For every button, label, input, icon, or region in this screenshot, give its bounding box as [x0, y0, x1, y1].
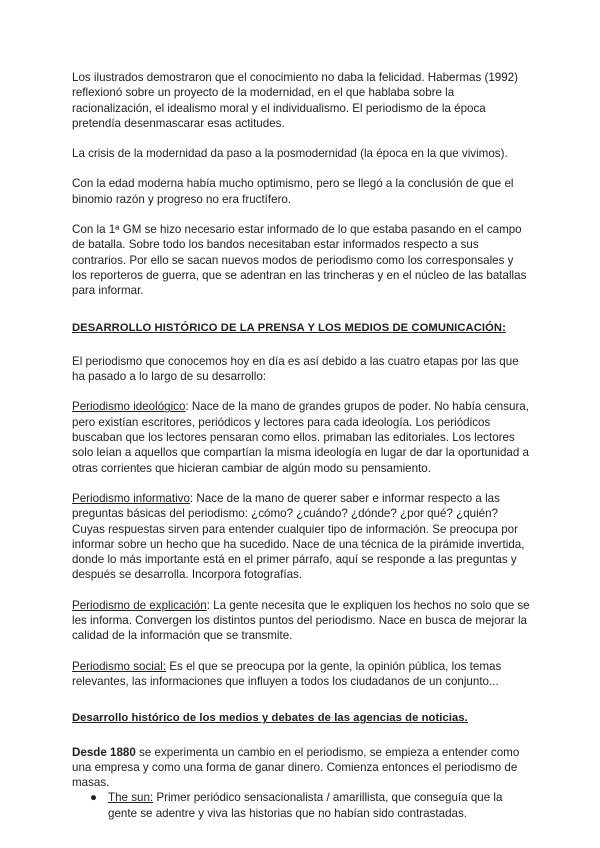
stage-term: Periodismo ideológico — [72, 400, 186, 414]
bullet-list — [72, 790, 530, 821]
bullet-term: The sun: — [108, 791, 154, 805]
stage-text: Nace de la mano de grandes grupos de poder. No había censura, pero existían escritores, periódicos y lectores para cada ideología. Los periódicos buscaban que los lectores pensaran como ellos. primaban las editoriales. Los lectores solo leían a aquellos que compartían la misma ideología en lugar de dar la oportunidad a otras corrientes que hicieran cambiar de algún modo su pensamiento. — [72, 400, 529, 475]
stage-term: Periodismo de explicación — [72, 598, 207, 612]
paragraph-desde-1880 — [72, 745, 530, 791]
list-item — [72, 790, 530, 821]
stage-text: Es el que se preocupa por la gente, la opinión pública, los temas relevantes, las informaciones que influyen a todos los ciudadanos de un conjunto... — [72, 659, 502, 688]
section-heading-prensa: DESARROLLO HISTÓRICO DE LA PRENSA Y LOS MEDIOS DE COMUNICACIÓN: — [72, 321, 506, 334]
stage-text: Nace de la mano de querer saber e informar respecto a las preguntas básicas del periodismo: ¿cómo? ¿cuándo? ¿dónde? ¿por qué? ¿quién? Cuyas respuestas sirven para entender cualquier tipo de información. Se preocupa por informar sobre un hecho que ha sucedido. Nace de una técnica de la pirámide invertida, donde lo más importante está en el primer párrafo, aquí se responde a las preguntas y después se desarrolla. Incorpora fotografías. — [72, 491, 525, 582]
stage-ideologico — [72, 399, 530, 475]
stage-separator: : — [185, 400, 192, 414]
stage-informativo — [72, 491, 530, 583]
stage-social — [72, 659, 530, 690]
stage-term: Periodismo informativo — [72, 491, 190, 505]
stage-separator: : — [189, 491, 197, 505]
paragraph-primera-guerra: Con la 1ª GM se hizo necesario estar informado de lo que estaba pasando en el campo de batalla. Sobre todo los bandos necesitaban estar informados respecto a sus contrarios. Por ello se sacan nuevos modos de periodismo como los corresponsales y los reporteros de guerra, que se adentran en las trincheras y en el núcleo de las batallas para informar. — [72, 223, 527, 298]
stage-explicacion — [72, 598, 530, 644]
paragraph-intro-etapas: El periodismo que conocemos hoy en día es así debido a las cuatro etapas por las que ha pasado a lo largo de su desarrollo: — [72, 354, 519, 384]
bullet-dot-icon: ● — [90, 791, 98, 805]
bullet-text: Primer periódico sensacionalista / amarillista, que conseguía que la gente se adentre y viva las historias que no habían sido contrastadas. — [108, 791, 503, 820]
stage-term: Periodismo social: — [72, 659, 167, 673]
stage-text: La gente necesita que le expliquen los hechos no solo que se les informa. Convergen los distintos puntos del periodismo. Nace en busca de mejorar la calidad de la información que se transmite. — [72, 598, 530, 643]
paragraph-posmodernidad: La crisis de la modernidad da paso a la posmodernidad (la época en la que vivimos). — [72, 147, 508, 161]
paragraph-edad-moderna: Con la edad moderna había mucho optimismo, pero se llegó a la conclusión de que el binomio razón y progreso no era fructífero. — [72, 177, 514, 206]
year-bold: Desde 1880 — [72, 745, 136, 759]
document-page — [72, 70, 530, 821]
section-heading-agencias: Desarrollo histórico de los medios y debates de las agencias de noticias. — [72, 712, 468, 725]
stage-separator: : — [206, 598, 214, 612]
paragraph-habermas: Los ilustrados demostraron que el conocimiento no daba la felicidad. Habermas (1992) reflexionó sobre un proyecto de la modernidad, en el que hablaba sobre la racionalización, el idealismo moral y el individualismo. El periodismo de la época pretendía desenmascarar esas actitudes. — [72, 71, 518, 130]
since-text: se experimenta un cambio en el periodismo, se empieza a entender como una empresa y como una forma de ganar dinero. Comienza entonces el periodismo de masas. — [72, 745, 520, 790]
